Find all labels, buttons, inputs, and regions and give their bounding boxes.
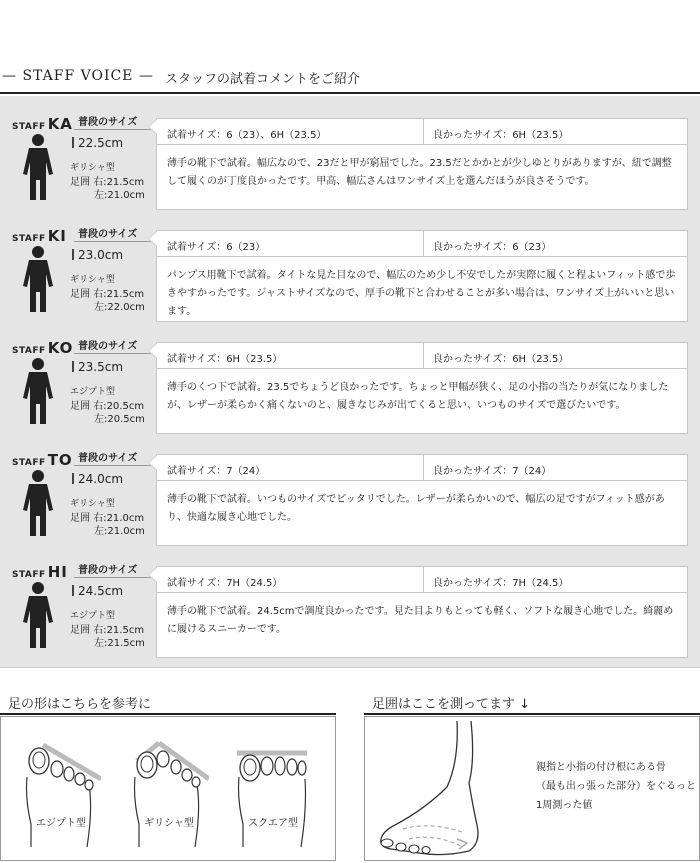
- size-marker-icon: [72, 361, 74, 372]
- speech-tip: [148, 119, 157, 135]
- foot-egyptian: [21, 739, 101, 847]
- left-label: 左:: [94, 414, 108, 425]
- right-label: 右:: [93, 289, 107, 300]
- fitting-table-header: [157, 231, 687, 257]
- fitting-comment: 薄手の靴下で試着。幅広なので、23だと甲が窮屈でした。23.5だとかかとが少しゆとりがありますが、紐で調整して履くのが丁度良かったです。甲高、幅広さんはワンサイズ上を選んだほうが良さそうです。: [167, 158, 672, 187]
- staff-label: [12, 226, 67, 245]
- foot-girth: [70, 400, 145, 426]
- usual-size-value: 22.5cm: [78, 136, 124, 150]
- foot-greek-label: ギリシャ型: [144, 818, 194, 829]
- staff-block: [0, 560, 700, 666]
- tried-size: 試着サイズ：7H（24.5）: [167, 578, 283, 589]
- foot-shape-box: [0, 716, 336, 861]
- foot-side-icon: [373, 721, 533, 861]
- left-girth: 21.5cm: [107, 638, 145, 649]
- staff-block: [0, 336, 700, 442]
- foot-girth-label: 足囲: [70, 625, 90, 636]
- fitting-comment: 薄手のくつ下で試着。23.5でちょうど良かったです。ちょっと甲幅が狭く、足の小指の当たりが気になりましたが、レザーが柔らかく痛くないのと、履きなじみが出てくると思い、いつものサイズで選びたいです。: [167, 382, 669, 411]
- foot-girth-label: 足囲: [70, 401, 90, 412]
- tried-size: 試着サイズ：6（23）: [167, 242, 266, 253]
- arrow-down-icon: ↓: [519, 697, 531, 712]
- left-label: 左:: [94, 638, 108, 649]
- fitting-comment: 薄手の靴下で試着。24.5cmで調度良かったです。見た目よりもとっても軽く、ソフトな履き心地でした。綺麗めに履けるスニーカーです。: [167, 606, 674, 635]
- header-divider: [423, 567, 424, 593]
- foot-egyptian-label: エジプト型: [36, 818, 86, 829]
- size-marker-icon: [72, 585, 74, 596]
- staff-code: KO: [47, 339, 74, 357]
- fitting-table: [156, 566, 688, 658]
- measure-title-text: 足囲はここを測ってます: [372, 697, 516, 712]
- foot-girth: [70, 176, 145, 202]
- staff-code: HI: [47, 563, 68, 581]
- usual-size: [72, 360, 123, 374]
- fitting-table-header: [157, 119, 687, 145]
- foot-type: ギリシャ型: [70, 163, 115, 173]
- person-icon: [22, 358, 54, 424]
- fitting-comment: 薄手の靴下で試着。いつものサイズでピッタリでした。レザーが柔らかいので、幅広の足ですがフィット感があり、快適な履き心地でした。: [167, 494, 665, 523]
- speech-tip: [148, 455, 157, 471]
- left-girth: 20.5cm: [107, 414, 145, 425]
- foot-egyptian-icon: [21, 739, 101, 847]
- staff-comments-panel: [0, 96, 700, 668]
- fitting-table-header: [157, 455, 687, 481]
- size-marker-icon: [72, 137, 74, 148]
- usual-size: [72, 136, 123, 150]
- measure-description: [536, 758, 696, 815]
- usual-size-underline: [74, 129, 154, 130]
- fitting-table-header: [157, 343, 687, 369]
- person-icon: [22, 134, 54, 200]
- right-girth: 21.5cm: [106, 289, 145, 300]
- left-label: 左:: [94, 526, 108, 537]
- size-marker-icon: [72, 473, 74, 484]
- foot-square-label: スクエア型: [248, 818, 298, 829]
- left-girth: 21.0cm: [107, 526, 145, 537]
- fitting-table-header: [157, 567, 687, 593]
- right-label: 右:: [93, 401, 107, 412]
- good-size: 良かったサイズ：7H（24.5）: [433, 578, 569, 589]
- usual-size-value: 23.5cm: [78, 360, 124, 374]
- good-size: 良かったサイズ：7（24）: [433, 466, 552, 477]
- good-size: 良かったサイズ：6H（23.5）: [433, 130, 569, 141]
- staff-code: KI: [47, 227, 67, 245]
- right-label: 右:: [93, 625, 107, 636]
- right-label: 右:: [93, 513, 107, 524]
- header-divider: [423, 231, 424, 257]
- usual-size-value: 24.0cm: [78, 472, 124, 486]
- header-divider: [423, 343, 424, 369]
- right-girth: 21.5cm: [106, 625, 145, 636]
- staff-block: [0, 224, 700, 330]
- staff-label: [12, 450, 73, 469]
- good-size: 良かったサイズ：6（23）: [433, 242, 552, 253]
- foot-girth: [70, 624, 145, 650]
- usual-size: [72, 248, 123, 262]
- left-label: 左:: [94, 190, 108, 201]
- left-girth: 22.0cm: [107, 302, 145, 313]
- left-label: 左:: [94, 302, 108, 313]
- usual-size-underline: [74, 241, 154, 242]
- measure-desc-line: 1周測った値: [536, 800, 593, 811]
- staff-prefix: STAFF: [12, 122, 46, 132]
- usual-size-value: 23.0cm: [78, 248, 124, 262]
- foot-type: エジプト型: [70, 611, 116, 621]
- tried-size: 試着サイズ：6H（23.5）: [167, 354, 283, 365]
- measure-desc-line: 親指と小指の付け根にある骨: [536, 762, 666, 773]
- person-icon: [22, 246, 54, 312]
- foot-square: [233, 739, 313, 847]
- usual-size-underline: [74, 577, 154, 578]
- header-divider: [423, 455, 424, 481]
- staff-prefix: STAFF: [12, 346, 46, 356]
- foot-girth-label: 足囲: [70, 513, 90, 524]
- usual-size-label: 普段のサイズ: [78, 229, 138, 240]
- usual-size: [72, 584, 123, 598]
- staff-voice-subtitle: スタッフの試着コメントをご紹介: [165, 72, 361, 87]
- foot-square-icon: [233, 739, 313, 847]
- usual-size-underline: [74, 353, 154, 354]
- staff-code: KA: [47, 115, 73, 133]
- measure-title: [372, 693, 530, 712]
- person-icon: [22, 470, 54, 536]
- fitting-comment: パンプス用靴下で試着。タイトな見た目なので、幅広のため少し不安でしたが実際に履くと程よいフィット感で歩きやすかったです。ジャストサイズなので、厚手の靴下と合わせることが多い場合は、ワンサイズ上がいいと思います。: [167, 270, 676, 317]
- right-girth: 21.5cm: [106, 177, 145, 188]
- staff-voice-header: [0, 64, 700, 94]
- usual-size: [72, 472, 123, 486]
- tried-size: 試着サイズ：6（23）、6H（23.5）: [167, 130, 327, 141]
- usual-size-label: 普段のサイズ: [78, 341, 138, 352]
- good-size: 良かったサイズ：6H（23.5）: [433, 354, 569, 365]
- foot-shape-title: 足の形はこちらを参考に: [8, 697, 152, 712]
- right-girth: 20.5cm: [106, 401, 145, 412]
- right-girth: 21.0cm: [106, 513, 145, 524]
- usual-size-value: 24.5cm: [78, 584, 124, 598]
- size-marker-icon: [72, 249, 74, 260]
- header-divider: [423, 119, 424, 145]
- left-girth: 21.0cm: [107, 190, 145, 201]
- usual-size-label: 普段のサイズ: [78, 565, 138, 576]
- right-label: 右:: [93, 177, 107, 188]
- staff-label: [12, 114, 73, 133]
- staff-code: TO: [47, 451, 73, 469]
- usual-size-underline: [74, 465, 154, 466]
- person-icon: [22, 582, 54, 648]
- foot-greek: [129, 739, 209, 847]
- usual-size-label: 普段のサイズ: [78, 453, 138, 464]
- measure-underline: [364, 713, 700, 715]
- fitting-table: [156, 230, 688, 322]
- speech-tip: [148, 231, 157, 247]
- speech-tip: [148, 567, 157, 583]
- speech-tip: [148, 343, 157, 359]
- staff-block: [0, 112, 700, 218]
- foot-type: ギリシャ型: [70, 499, 115, 509]
- staff-voice-title: — STAFF VOICE —: [2, 68, 154, 84]
- tried-size: 試着サイズ：7（24）: [167, 466, 266, 477]
- fitting-table: [156, 342, 688, 434]
- foot-girth: [70, 512, 145, 538]
- staff-prefix: STAFF: [12, 234, 46, 244]
- staff-label: [12, 562, 68, 581]
- usual-size-label: 普段のサイズ: [78, 117, 138, 128]
- foot-girth: [70, 288, 145, 314]
- fitting-table: [156, 454, 688, 546]
- staff-prefix: STAFF: [12, 570, 46, 580]
- staff-label: [12, 338, 73, 357]
- measure-desc-line: （最も出っ張った部分）をぐるっと: [536, 781, 696, 792]
- fitting-table: [156, 118, 688, 210]
- foot-type: ギリシャ型: [70, 275, 115, 285]
- foot-girth-label: 足囲: [70, 289, 90, 300]
- foot-greek-icon: [129, 739, 209, 847]
- foot-shape-underline: [0, 713, 336, 715]
- foot-girth-label: 足囲: [70, 177, 90, 188]
- staff-block: [0, 448, 700, 554]
- foot-type: エジプト型: [70, 387, 116, 397]
- staff-prefix: STAFF: [12, 458, 46, 468]
